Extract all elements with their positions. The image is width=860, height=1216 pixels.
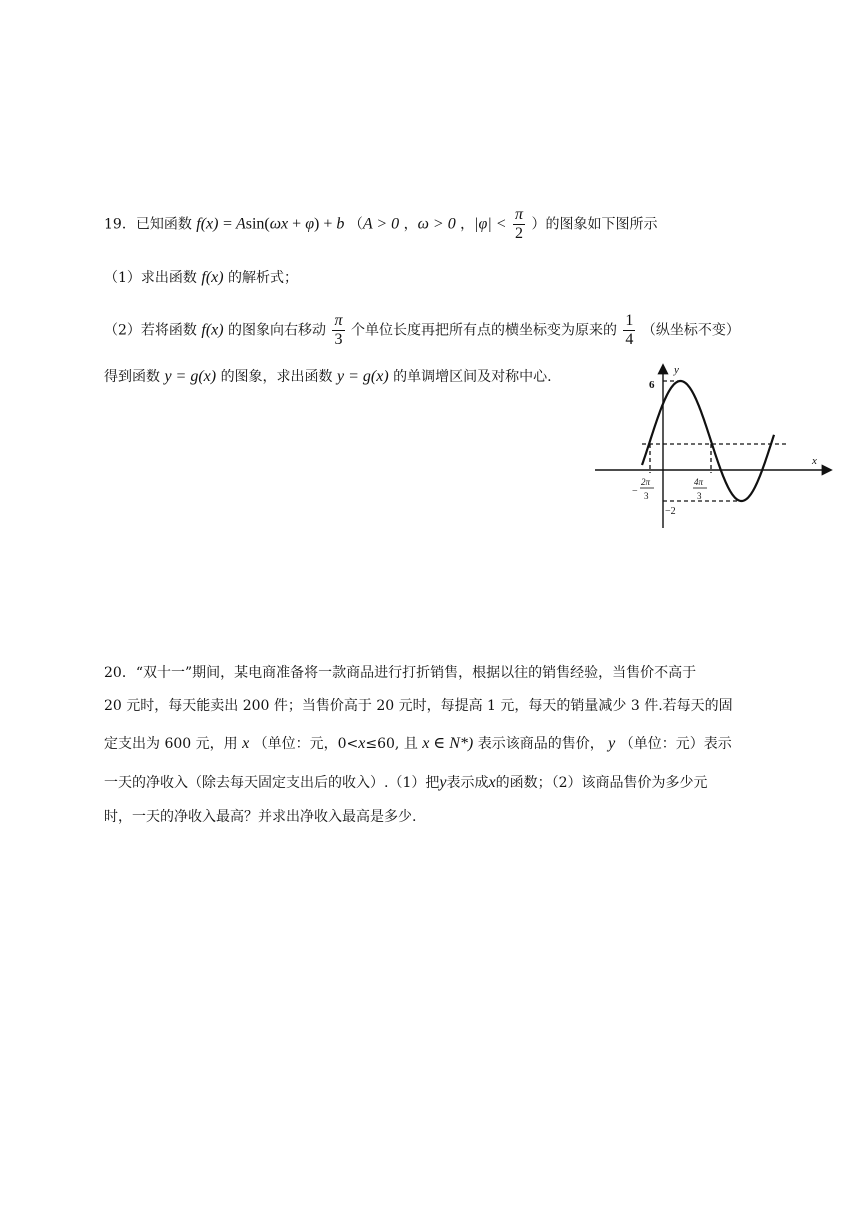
q19-expr-phi: φ	[305, 215, 315, 233]
label-left-den: 3	[644, 491, 649, 501]
q19-expr-plus: +	[288, 215, 306, 233]
q20-line3-mid1: （单位：元，0<	[253, 736, 359, 752]
q19-part2-mid1: 的图象向右移动	[228, 322, 327, 339]
q19-part2	[104, 312, 740, 349]
q19-expr-wx: ωx	[269, 215, 289, 233]
q20-line3-pre: 定支出为 600 元，用	[104, 736, 238, 752]
q20-line4-x: x	[488, 774, 496, 791]
q19-expr-sin: sin(	[245, 215, 270, 233]
label-6: 6	[649, 379, 655, 391]
q20-line3-mid2: ≤60, 且	[365, 736, 418, 752]
q19-part2-fraction-quarter	[623, 312, 635, 349]
q20-line3-y: y	[608, 735, 616, 752]
q19-part1	[104, 267, 298, 287]
q19-line4-pre: 得到函数	[104, 369, 160, 385]
q20-line5	[104, 806, 416, 826]
q19-line4	[104, 366, 552, 386]
q20-line4-pre: 一天的净收入（除去每天固定支出后的收入）.（1）把	[104, 775, 440, 791]
q20-line2-text: 20 元时，每天能卖出 200 件；当售价高于 20 元时，每提高 1 元，每天的销量减少 3 件.若每天的固	[104, 698, 733, 714]
q19-expr-A: A	[235, 215, 246, 233]
q19-cond-sep2: ，	[460, 216, 475, 233]
fraction-numerator: π	[515, 206, 524, 223]
q19-cond-close: ）的图象如下图所示	[531, 216, 658, 233]
q19-expr-b: b	[336, 215, 345, 233]
q20-line4-mid: 表示成	[446, 775, 489, 791]
q20-line3-x: x	[242, 735, 250, 752]
q20-line3-post: （单位：元）表示	[619, 736, 732, 752]
q20-line1-text: 20．“双十一”期间，某电商准备将一款商品进行打折销售，根据以往的销售经验，当售价不高于	[104, 665, 697, 681]
q19-part2-fraction-pi3	[332, 312, 344, 349]
q20-line3-cond: x ∈ N*)	[422, 735, 474, 752]
q19-line4-post: 的单调增区间及对称中心.	[393, 369, 552, 385]
q19-line4-g1: y = g(x)	[164, 368, 217, 385]
fraction-denominator: 4	[625, 331, 634, 348]
label-neg2: −2	[665, 506, 676, 517]
label-right-den: 3	[697, 491, 702, 501]
q20-line5-text: 时，一天的净收入最高？并求出净收入最高是多少.	[104, 809, 417, 825]
q19-cond-fraction	[513, 206, 525, 243]
q19-cond-phi: |φ| <	[474, 215, 507, 233]
q20-line3-x2: x	[358, 735, 366, 752]
label-left-num: 2π	[641, 477, 651, 487]
q19-part2-post: （纵坐标不变）	[641, 322, 740, 339]
sine-curve	[642, 381, 774, 501]
q20-line3	[104, 733, 732, 753]
q20-line1	[104, 662, 696, 682]
q19-part2-pre: （2）若将函数	[104, 322, 197, 339]
q19-eq: =	[222, 215, 236, 233]
label-x: x	[812, 455, 817, 467]
q19-part1-post: 的解析式；	[228, 270, 299, 286]
label-left-sign: −	[632, 486, 638, 497]
q19-intro: 19．已知函数	[104, 216, 192, 233]
q20-line4-post: 的函数；（2）该商品售价为多少元	[495, 775, 708, 791]
q19-expr-close: ) +	[314, 215, 337, 233]
q19-cond-A: A > 0	[362, 215, 400, 233]
q20-line4-y: y	[439, 774, 447, 791]
q20-line3-mid3: 表示该商品的售价，	[477, 736, 604, 752]
q19-cond-w: ω > 0	[417, 215, 456, 233]
q19-part1-fx: f(x)	[201, 269, 224, 286]
fraction-numerator: 1	[625, 312, 634, 329]
q19-fx: f(x)	[196, 215, 219, 233]
q19-line1	[104, 206, 658, 243]
q19-part2-mid2: 个单位长度再把所有点的横坐标变为原来的	[350, 322, 617, 339]
q20-line2	[104, 695, 733, 715]
label-y: y	[674, 364, 679, 376]
q19-line4-mid: 的图象，求出函数	[220, 369, 333, 385]
q19-cond-sep1: ，	[403, 216, 418, 233]
q19-part1-pre: （1）求出函数	[104, 270, 197, 286]
q19-line4-g2: y = g(x)	[337, 368, 389, 385]
fraction-denominator: 2	[515, 225, 524, 242]
q19-part2-fx: f(x)	[201, 321, 224, 339]
label-right-num: 4π	[694, 477, 704, 487]
fraction-denominator: 3	[334, 331, 343, 348]
sine-graph	[590, 360, 840, 532]
q19-cond-open: （	[348, 216, 363, 233]
fraction-numerator: π	[334, 312, 343, 329]
q20-line4	[104, 772, 708, 792]
